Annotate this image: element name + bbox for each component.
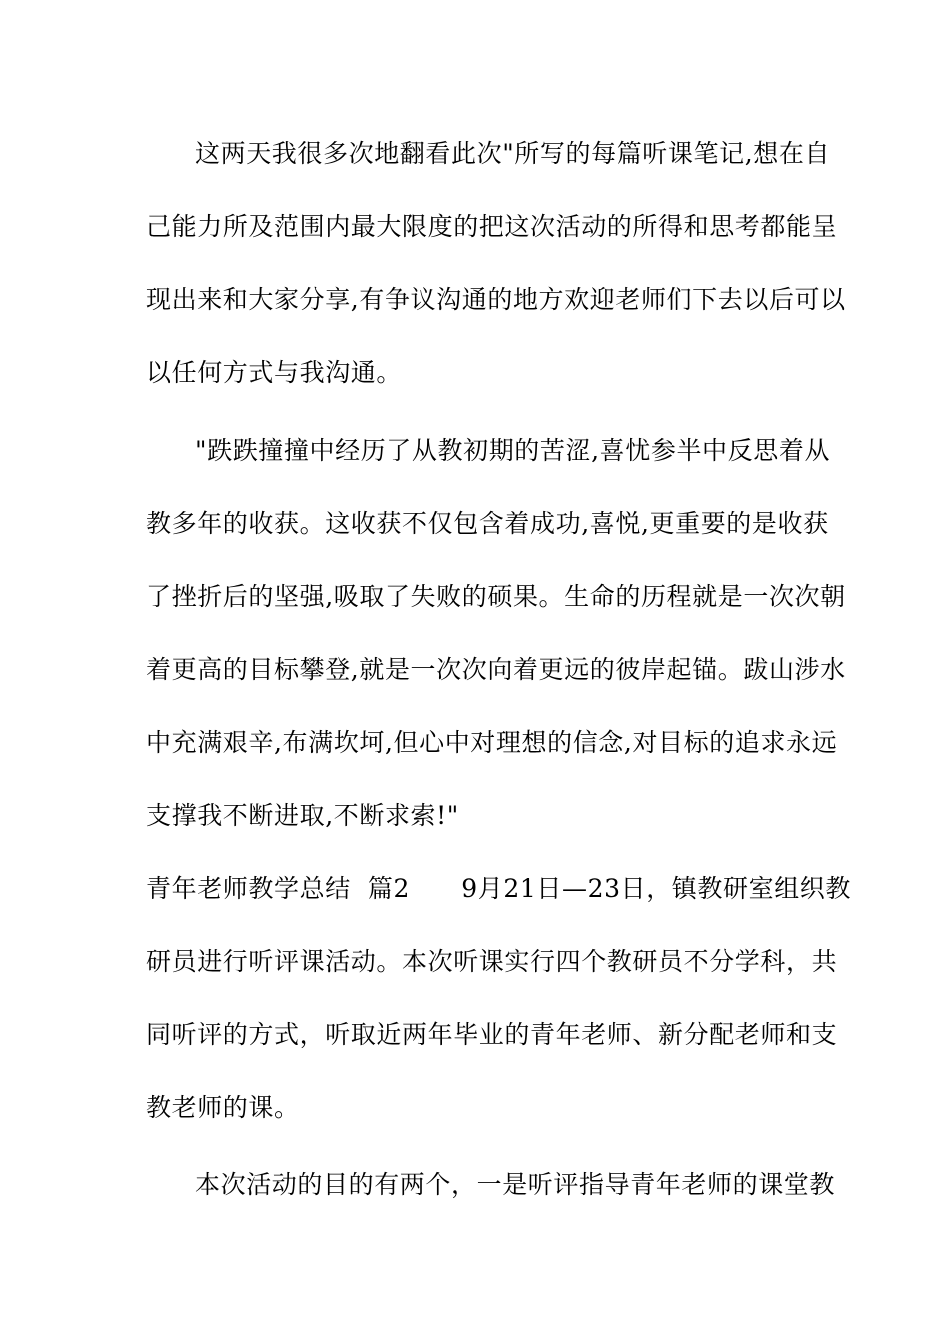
paragraph-1-line-1: 这两天我很多次地翻看此次"所写的每篇听课笔记,想在自 bbox=[195, 139, 831, 168]
paragraph-2-line-4: 着更高的目标攀登,就是一次次向着更远的彼岸起锚。跋山涉水 bbox=[146, 655, 846, 684]
paragraph-3-line-4: 教老师的课。 bbox=[146, 1093, 300, 1122]
paragraph-4-line-1: 本次活动的目的有两个，一是听评指导青年老师的课堂教 bbox=[195, 1170, 836, 1199]
paragraph-3-line-2: 研员进行听评课活动。本次听课实行四个教研员不分学科，共 bbox=[146, 947, 838, 976]
paragraph-2-line-6: 支撑我不断进取,不断求索!" bbox=[146, 801, 459, 830]
paragraph-3-line-1: 青年老师教学总结 篇2 9月21日—23日，镇教研室组织教 bbox=[146, 874, 852, 903]
paragraph-1-line-4: 以任何方式与我沟通。 bbox=[146, 358, 403, 387]
paragraph-2-line-3: 了挫折后的坚强,吸取了失败的硕果。生命的历程就是一次次朝 bbox=[146, 582, 846, 611]
paragraph-1-line-2: 己能力所及范围内最大限度的把这次活动的所得和思考都能呈 bbox=[146, 212, 838, 241]
paragraph-2-line-2: 教多年的收获。这收获不仅包含着成功,喜悦,更重要的是收获 bbox=[146, 509, 829, 538]
paragraph-3-line-3: 同听评的方式，听取近两年毕业的青年老师、新分配老师和支 bbox=[146, 1020, 838, 1049]
paragraph-2-line-1: "跌跌撞撞中经历了从教初期的苦涩,喜忧参半中反思着从 bbox=[195, 436, 831, 465]
paragraph-1-line-3: 现出来和大家分享,有争议沟通的地方欢迎老师们下去以后可以 bbox=[146, 285, 846, 314]
paragraph-2-line-5: 中充满艰辛,布满坎坷,但心中对理想的信念,对目标的追求永远 bbox=[146, 728, 838, 757]
